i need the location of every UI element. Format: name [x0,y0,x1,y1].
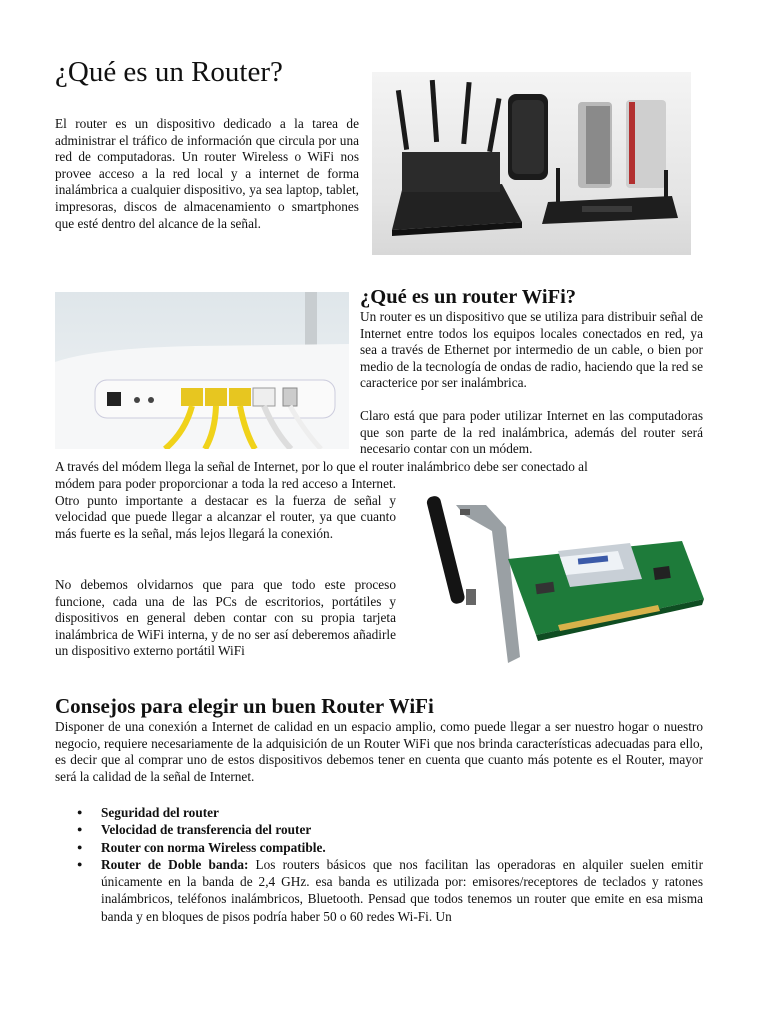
list-item [55,804,703,821]
router-wifi-paragraph-2: Claro está que para poder utilizar Internet en las computadoras que son parte de la red inalámbrica, además del router será necesario contar con un módem. [360,408,703,457]
tips-list [55,804,703,925]
list-item-bold: Seguridad del router [101,805,219,820]
list-item-text: Los routers básicos que nos facilitan las operadoras en alquiler suelen emitir únicamente en la banda de 2,4 GHz. esa banda es utilizada por: emisores/receptores de teclados y ratones inalámbricos, teléfonos inalámbricos, Bluetooth. Pensad que todos tenemos un router que emite en esa misma banda y en bloques de pisos podría haber 50 o 60 redes Wi-Fi. Un [101,856,703,924]
router-back-photo [55,292,349,449]
router-wifi-paragraph-4: No debemos olvidarnos que para que todo este proceso funcione, cada una de las PCs de escritorios, portátiles y dispositivos en general deben contar con su propia tarjeta inalámbrica de WiFi interna, y de no ser así deberemos añadirle un dispositivo externo portátil WiFi [55,577,396,659]
list-item-bold: Velocidad de transferencia del router [101,822,312,838]
router-wifi-heading: ¿Qué es un router WiFi? [360,286,577,308]
list-item [55,821,703,838]
list-item [55,856,703,925]
list-item-bold: Router de Doble banda: [101,856,249,872]
router-intro-paragraph: El router es un dispositivo dedicado a la tarea de administrar el tráfico de información que circula por una red de computadoras. Un router Wireless o WiFi nos provee acceso a la red local y a internet de forma inalámbrica a cualquier dispositivo, ya sea laptop, tablet, impresoras, discos de almacenamiento o smartphones que esté dentro del alcance de la señal. [55,116,359,231]
tips-heading: Consejos para elegir un buen Router WiFi [55,694,434,718]
routers-photo [372,72,691,255]
router-wifi-paragraph-1: Un router es un dispositivo que se utiliza para distribuir señal de Internet entre todos los equipos locales conectados en red, ya sea a través de Ethernet por intermedio de un cable, o bien por medio de la tecnología de ondas de radio, haciendo que la red se caracterice por ser inalámbrica. [360,309,703,391]
list-item [55,839,703,856]
wifi-card-photo [408,487,704,665]
tips-paragraph: Disponer de una conexión a Internet de calidad en un espacio amplio, como puede llegar a ser nuestro hogar o nuestro negocio, requiere necesariamente de la adquisición de un Router WiFi que nos brinda características adecuadas para ello, es decir que al comprar uno de estos dispositivos debemos tener en cuenta que cuanto más potente es el Router, mayor será la calidad de la señal de Internet. [55,719,703,784]
router-wifi-paragraph-3-line-1: A través del módem llega la señal de Internet, por lo que el router inalámbrico debe ser conectado al [55,459,588,474]
page-title: ¿Qué es un Router? [55,56,283,88]
list-item-bold: Router con norma Wireless compatible. [101,839,326,855]
router-wifi-paragraph-3: módem para poder proporcionar a toda la red acceso a Internet. Otro punto importante a destacar es la fuerza de señal y velocidad que puede llegar a alcanzar el router, ya que cuanto más fuerte es la señal, más lejos llegará la conexión. [55,476,396,541]
